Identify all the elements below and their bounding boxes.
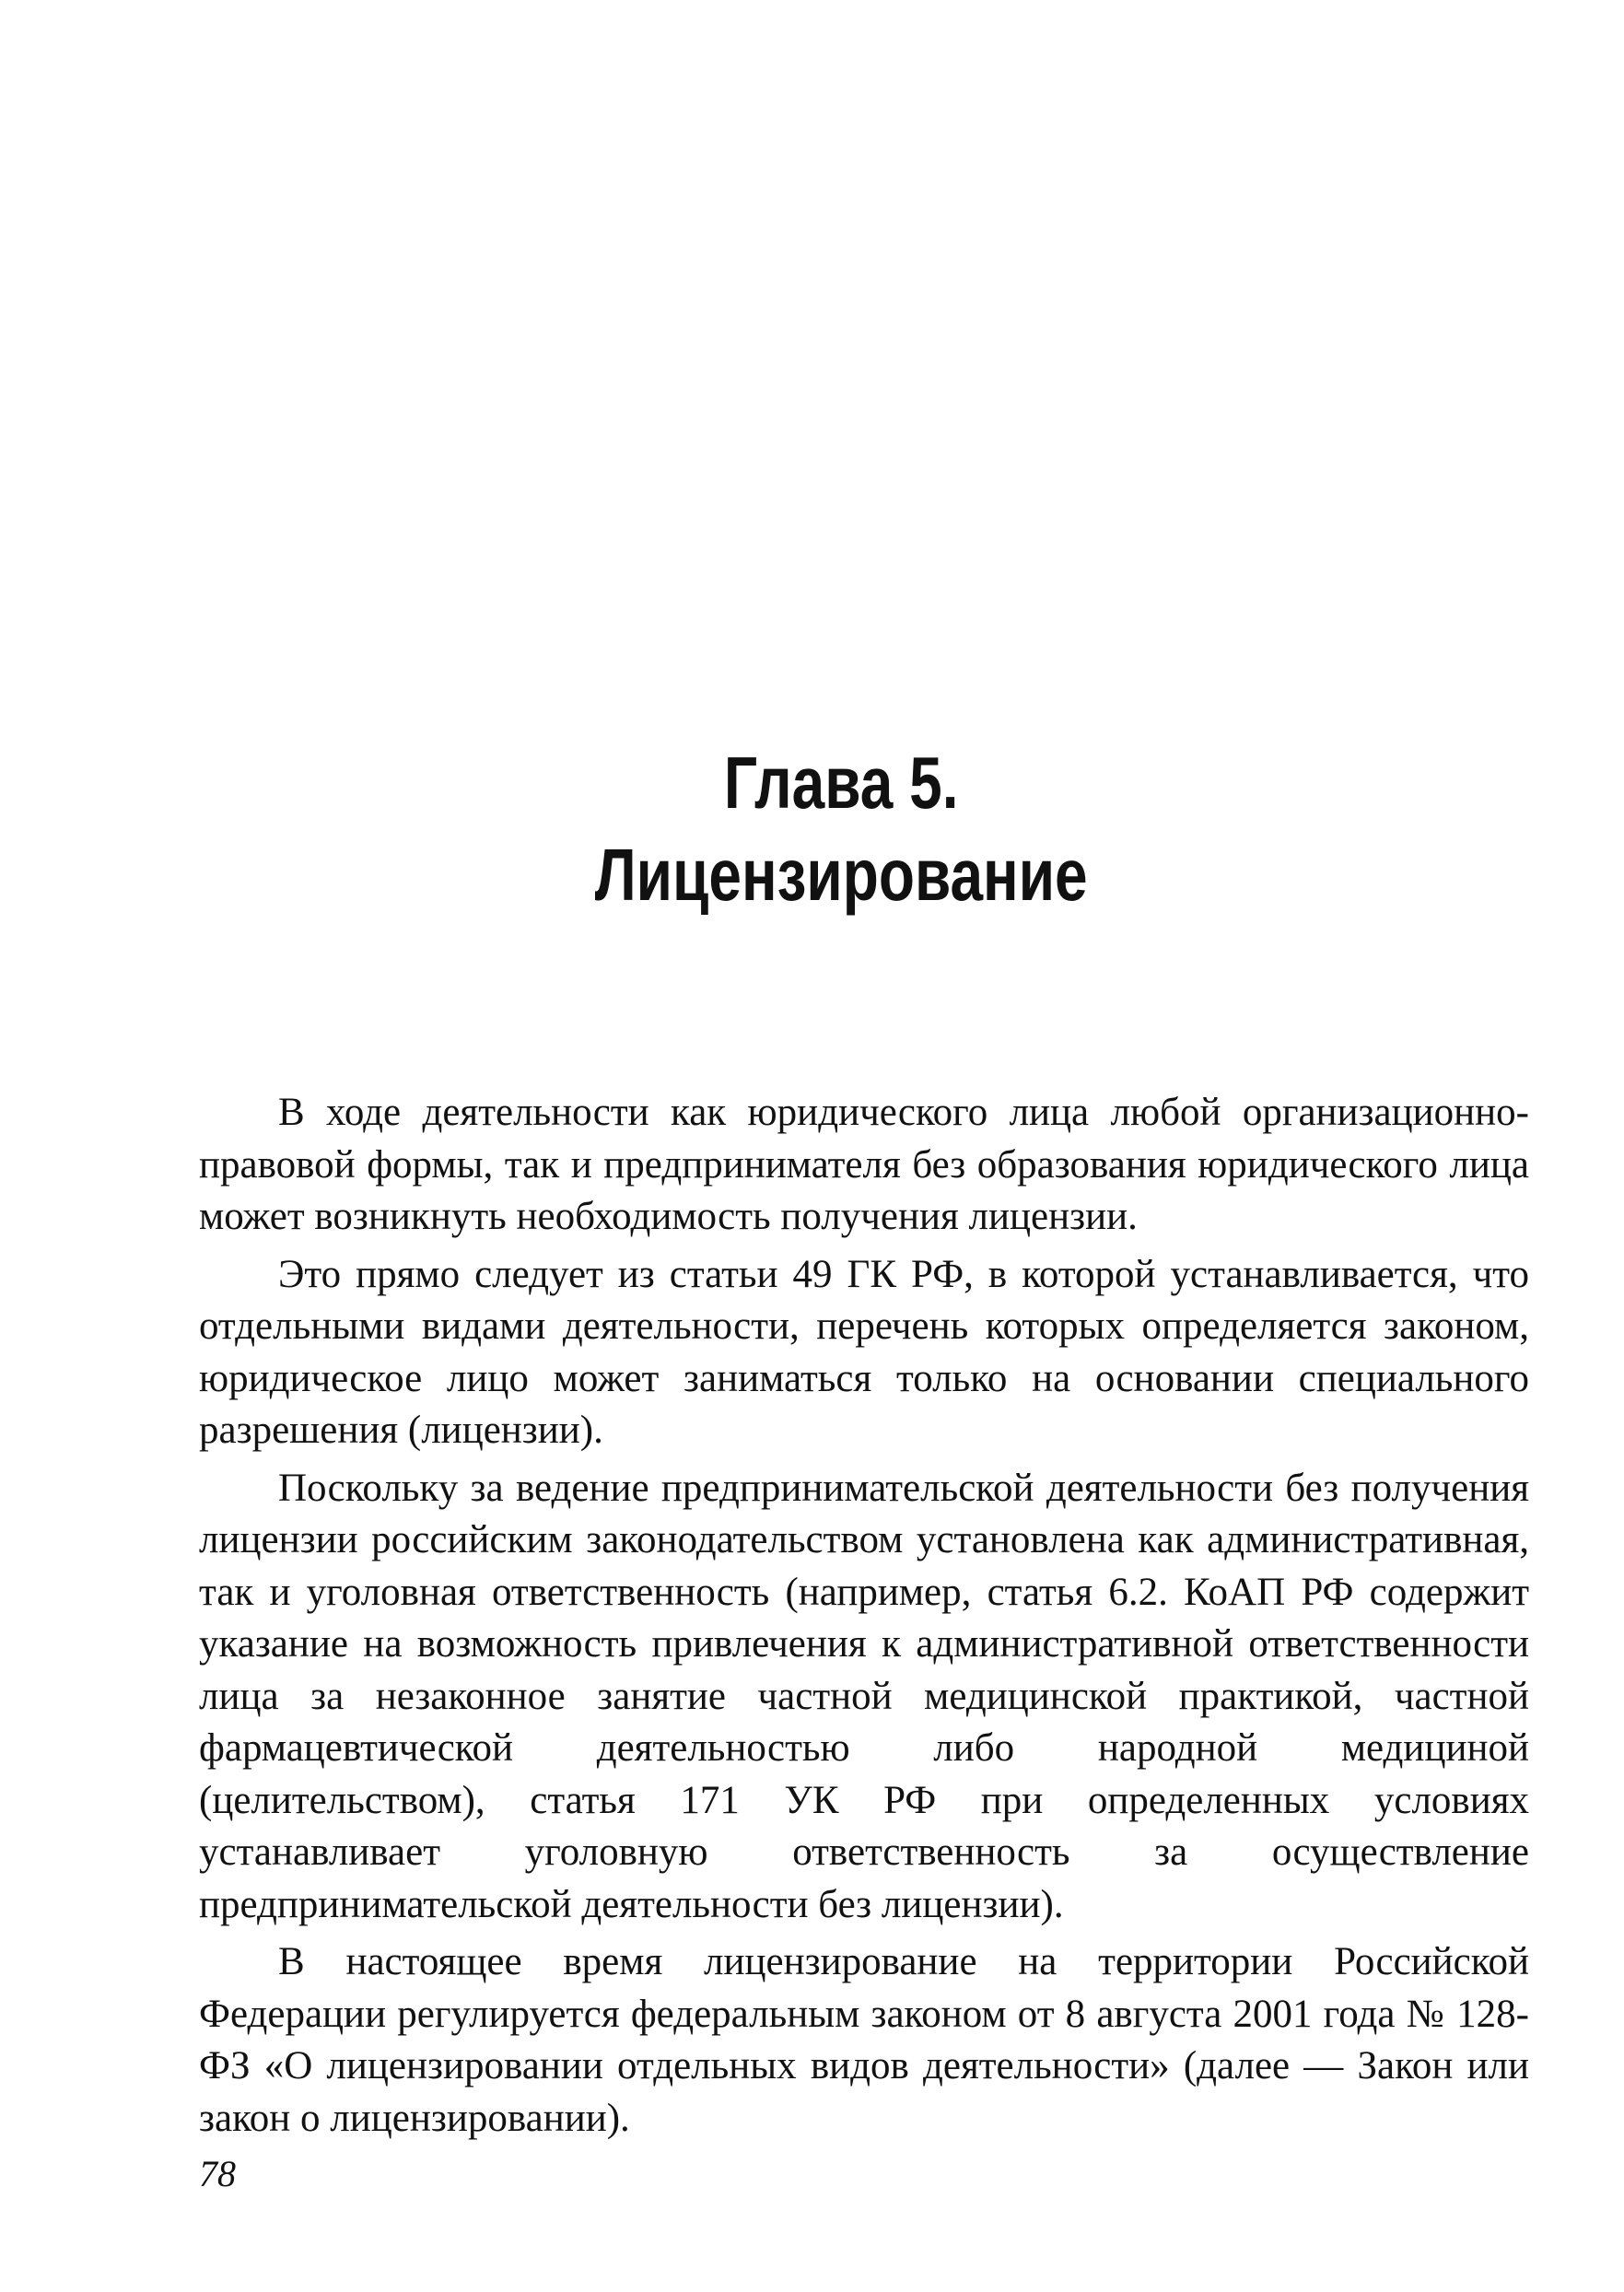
paragraph: В настоящее время лицензирование на территории Российской Федерации регулируется федеральным законом от 8 августа 2001 года № 128-ФЗ «О лицензировании отдельных видов деятельности» (далее — Закон или закон о лицензировании). — [199, 1940, 1529, 2140]
paragraph: Это прямо следует из статьи 49 ГК РФ, в которой устанавливается, что отдельными видами деятельности, перечень которых определяется законом, юридическое лицо может заниматься только на основании специального разрешения (лицензии). — [199, 1252, 1529, 1452]
page-number: 78 — [199, 2153, 236, 2194]
paragraph: Поскольку за ведение предпринимательской деятельности без получения лицензии российским законодательством установлена как административная, так и уголовная ответственность (например, статья 6.2. КоАП РФ содержит указание на возможность привлечения к административной ответственности лица за незаконное занятие частной медицинской практикой, частной фармацевтической деятельностью либо народной медициной (целительством), статья 171 УК РФ при определенных условиях устанавливает уголовную ответственность за осуществление предпринимательской деятельности без лицензии). — [199, 1466, 1529, 1926]
chapter-title: Лицензирование — [594, 834, 1088, 916]
chapter-number: Глава 5. — [723, 742, 959, 824]
paragraph: В ходе деятельности как юридического лица любой организационно-правовой формы, так и предпринимателя без образования юридического лица может возникнуть необходимость получения лицензии. — [199, 1091, 1529, 1238]
body-text — [199, 1087, 1529, 2150]
chapter-heading — [192, 737, 1490, 921]
